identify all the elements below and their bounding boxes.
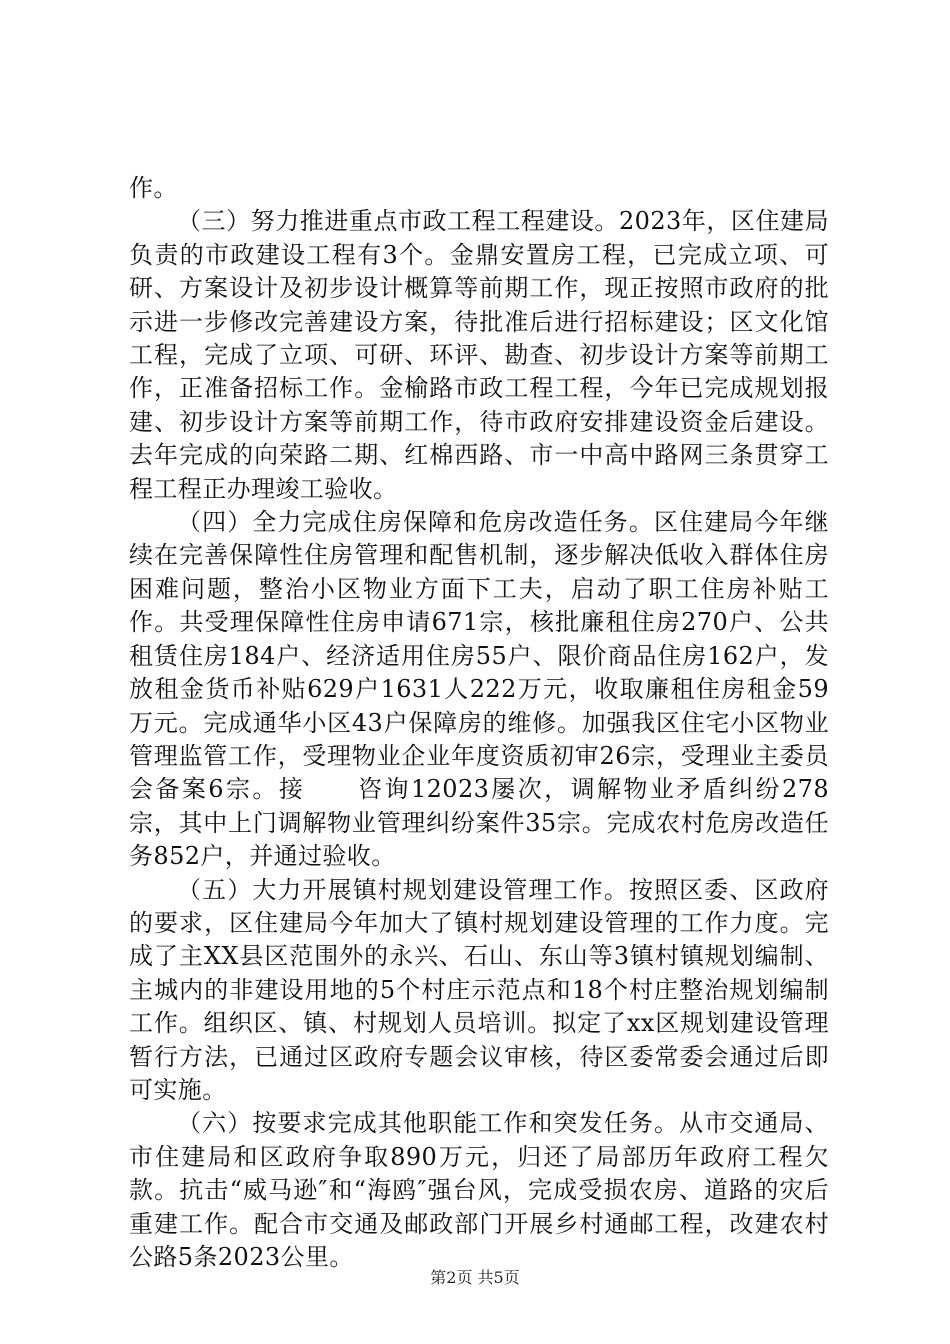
paragraph-section-5: （五）大力开展镇村规划建设管理工作。按照区委、区政府的要求，区住建局今年加大了镇村规划建设管理的工作力度。完成了主XX县区范围外的永兴、石山、东山等3镇村镇规划编制、主城内的非建设用地的5个村庄示范点和18个村庄整治规划编制工作。组织区、镇、村规划人员培训。拟定了xx区规划建设管理暂行方法，已通过区政府专题会议审核，待区委常委会通过后即可实施。 (129, 875, 829, 1104)
document-body (129, 172, 829, 1274)
page-footer: 第2页 共5页 (430, 1268, 520, 1287)
paragraph-section-6: （六）按要求完成其他职能工作和突发任务。从市交通局、市住建局和区政府争取890万元，归还了局部历年政府工程欠款。抗击“威马逊″和“海鸥″强台风，完成受损农房、道路的灾后重建工作。配合市交通及邮政部门开展乡村通邮工程，改建农村公路5条2023公里。 (129, 1109, 829, 1271)
paragraph-section-3: （三）努力推进重点市政工程工程建设。2023年，区住建局负责的市政建设工程有3个。金鼎安置房工程，已完成立项、可研、方案设计及初步设计概算等前期工作，现正按照市政府的批示进一步修改完善建设方案，待批准后进行招标建设；区文化馆工程，完成了立项、可研、环评、勘查、初步设计方案等前期工作，正准备招标工作。金榆路市政工程工程，今年已完成规划报建、初步设计方案等前期工作，待市政府安排建设资金后建设。去年完成的向荣路二期、红棉西路、市一中高中路网三条贯穿工程工程正办理竣工验收。 (129, 207, 829, 503)
paragraph-continuation: 作。 (129, 174, 178, 202)
paragraph-section-4: （四）全力完成住房保障和危房改造任务。区住建局今年继续在完善保障性住房管理和配售机制，逐步解决低收入群体住房困难问题，整治小区物业方面下工夫，启动了职工住房补贴工作。共受理保障性住房申请671宗，核批廉租住房270户、公共租赁住房184户、经济适用住房55户、限价商品住房162户，发放租金货币补贴629户1631人222万元，收取廉租住房租金59万元。完成通华小区43户保障房的维修。加强我区住宅小区物业管理监管工作，受理物业企业年度资质初审26宗，受理业主委员会备案6宗。接 咨询12023屡次，调解物业矛盾纠纷278宗，其中上门调解物业管理纠纷案件35宗。完成农村危房改造任务852户，并通过验收。 (129, 508, 829, 871)
